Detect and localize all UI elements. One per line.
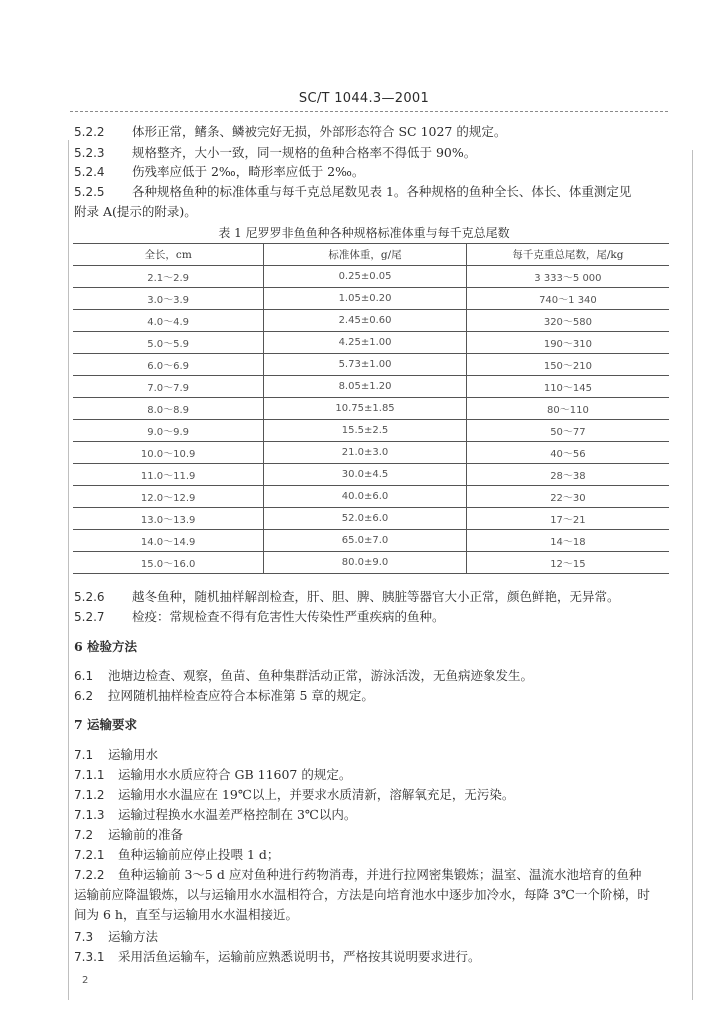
header-count-per-kg: 每千克重总尾数，尾/kg (466, 244, 669, 266)
cell-standard-weight: 8.05±1.20 (264, 376, 467, 398)
clause-7-2 (74, 826, 672, 844)
cell-total-length: 7.0～7.9 (73, 376, 264, 398)
table-row (73, 552, 669, 574)
clause-5-2-6 (74, 588, 672, 606)
clause-text: 池塘边检查、观察，鱼苗、鱼种集群活动正常，游泳活泼，无鱼病迹象发生。 (108, 668, 534, 683)
cell-count-per-kg: 150～210 (466, 354, 669, 376)
clause-text: 鱼种运输前应停止投喂 1 d； (118, 847, 280, 862)
clause-5-2-3 (74, 144, 672, 162)
header-total-length: 全长，cm (73, 244, 264, 266)
clause-7-2-1 (74, 846, 672, 864)
table-row (73, 332, 669, 354)
cell-count-per-kg: 50～77 (466, 420, 669, 442)
clause-number: 5.2.4 (74, 165, 105, 179)
cell-total-length: 5.0～5.9 (73, 332, 264, 354)
cell-total-length: 6.0～6.9 (73, 354, 264, 376)
clause-7-1-3 (74, 806, 672, 824)
clause-text: 附录 A(提示的附录)。 (74, 204, 197, 219)
cell-standard-weight: 10.75±1.85 (264, 398, 467, 420)
table-row (73, 354, 669, 376)
cell-total-length: 12.0～12.9 (73, 486, 264, 508)
clause-number: 5.2.2 (74, 125, 105, 139)
cell-standard-weight: 2.45±0.60 (264, 310, 467, 332)
clause-text: 运输用水 (108, 747, 159, 762)
cell-total-length: 13.0～13.9 (73, 508, 264, 530)
cell-count-per-kg: 12～15 (466, 552, 669, 574)
cell-count-per-kg: 14～18 (466, 530, 669, 552)
clause-5-2-5-continued (74, 203, 672, 221)
cell-total-length: 15.0～16.0 (73, 552, 264, 574)
clause-number: 5.2.6 (74, 590, 105, 604)
header-divider (70, 111, 668, 112)
table-row (73, 288, 669, 310)
cell-count-per-kg: 3 333～5 000 (466, 266, 669, 288)
page-header: SC/T 1044.3—2001 (298, 91, 430, 106)
clause-number: 7.2.1 (74, 848, 105, 862)
table-caption: 表 1 尼罗罗非鱼鱼种各种规格标准体重与每千克总尾数 (218, 226, 510, 240)
clause-number: 7.1.1 (74, 768, 105, 782)
scan-edge-left (68, 140, 69, 1000)
clause-number: 5.2.7 (74, 610, 105, 624)
clause-7-2-2-continued (74, 886, 672, 904)
table-row (73, 464, 669, 486)
section-7-heading: 7 运输要求 (74, 717, 138, 732)
table-header-row (73, 244, 669, 266)
table-row (73, 398, 669, 420)
section-6-heading: 6 检验方法 (74, 639, 138, 654)
cell-count-per-kg: 320～580 (466, 310, 669, 332)
clause-text: 拉网随机抽样检查应符合本标准第 5 章的规定。 (108, 688, 374, 703)
cell-standard-weight: 52.0±6.0 (264, 508, 467, 530)
scan-edge-right (692, 150, 693, 1000)
clause-text: 检疫：常规检查不得有危害性大传染性严重疾病的鱼种。 (132, 609, 445, 624)
clause-7-1-2 (74, 786, 672, 804)
table-row (73, 530, 669, 552)
clause-text: 伤残率应低于 2‰，畸形率应低于 2‰。 (132, 164, 365, 179)
clause-number: 5.2.3 (74, 146, 105, 160)
clause-text: 规格整齐，大小一致，同一规格的鱼种合格率不得低于 90%。 (132, 145, 477, 160)
cell-count-per-kg: 190～310 (466, 332, 669, 354)
clause-text: 采用活鱼运输车，运输前应熟悉说明书，严格按其说明要求进行。 (118, 949, 481, 964)
clause-7-3 (74, 928, 672, 946)
clause-text: 体形正常，鳍条、鳞被完好无损，外部形态符合 SC 1027 的规定。 (132, 124, 507, 139)
clause-number: 5.2.5 (74, 185, 105, 199)
cell-total-length: 11.0～11.9 (73, 464, 264, 486)
cell-standard-weight: 15.5±2.5 (264, 420, 467, 442)
cell-count-per-kg: 80～110 (466, 398, 669, 420)
table-row (73, 310, 669, 332)
header-standard-weight: 标准体重，g/尾 (264, 244, 467, 266)
clause-number: 7.2.2 (74, 868, 105, 882)
clause-number: 7.1.2 (74, 788, 105, 802)
clause-text: 运输用水水质应符合 GB 11607 的规定。 (118, 767, 352, 782)
clause-5-2-2 (74, 123, 672, 141)
cell-total-length: 4.0～4.9 (73, 310, 264, 332)
clause-6-1 (74, 667, 672, 685)
clause-text: 各种规格鱼种的标准体重与每千克总尾数见表 1。各种规格的鱼种全长、体长、体重测定见 (132, 184, 632, 199)
clause-number: 6.1 (74, 669, 94, 683)
clause-7-2-2-continued (74, 906, 672, 924)
clause-7-1 (74, 746, 672, 764)
clause-text: 运输前应降温锻炼，以与运输用水水温相符合，方法是向培育池水中逐步加冷水，每降 3℃一个阶梯，时 (74, 887, 650, 902)
clause-7-1-1 (74, 766, 672, 784)
clause-number: 7.3 (74, 930, 94, 944)
cell-standard-weight: 0.25±0.05 (264, 266, 467, 288)
cell-standard-weight: 30.0±4.5 (264, 464, 467, 486)
table-row (73, 420, 669, 442)
table-row (73, 266, 669, 288)
cell-count-per-kg: 28～38 (466, 464, 669, 486)
cell-standard-weight: 5.73±1.00 (264, 354, 467, 376)
cell-standard-weight: 1.05±0.20 (264, 288, 467, 310)
cell-total-length: 9.0～9.9 (73, 420, 264, 442)
cell-count-per-kg: 40～56 (466, 442, 669, 464)
clause-number: 6.2 (74, 689, 94, 703)
cell-standard-weight: 80.0±9.0 (264, 552, 467, 574)
table-row (73, 508, 669, 530)
cell-standard-weight: 21.0±3.0 (264, 442, 467, 464)
table-row (73, 376, 669, 398)
fingerling-spec-table (73, 243, 669, 574)
clause-text: 间为 6 h，直至与运输用水水温相接近。 (74, 907, 298, 922)
table-row (73, 486, 669, 508)
cell-total-length: 8.0～8.9 (73, 398, 264, 420)
cell-standard-weight: 65.0±7.0 (264, 530, 467, 552)
cell-count-per-kg: 22～30 (466, 486, 669, 508)
clause-text: 鱼种运输前 3～5 d 应对鱼种进行药物消毒，并进行拉网密集锻炼；温室、温流水池培育的鱼种 (118, 867, 642, 882)
clause-5-2-7 (74, 608, 672, 626)
clause-text: 越冬鱼种，随机抽样解剖检查，肝、胆、脾、胰脏等器官大小正常，颜色鲜艳，无异常。 (132, 589, 620, 604)
clause-text: 运输方法 (108, 929, 159, 944)
cell-count-per-kg: 110～145 (466, 376, 669, 398)
clause-7-2-2 (74, 866, 672, 884)
clause-number: 7.2 (74, 828, 94, 842)
page-number: 2 (82, 975, 89, 986)
cell-total-length: 10.0～10.9 (73, 442, 264, 464)
cell-total-length: 3.0～3.9 (73, 288, 264, 310)
clause-text: 运输过程换水水温差严格控制在 3℃以内。 (118, 807, 357, 822)
cell-count-per-kg: 740～1 340 (466, 288, 669, 310)
cell-standard-weight: 40.0±6.0 (264, 486, 467, 508)
cell-total-length: 2.1～2.9 (73, 266, 264, 288)
cell-standard-weight: 4.25±1.00 (264, 332, 467, 354)
cell-total-length: 14.0～14.9 (73, 530, 264, 552)
clause-6-2 (74, 687, 672, 705)
clause-number: 7.1.3 (74, 808, 105, 822)
clause-7-3-1 (74, 948, 672, 966)
clause-5-2-5 (74, 183, 672, 201)
cell-count-per-kg: 17～21 (466, 508, 669, 530)
clause-text: 运输用水水温应在 19℃以上，并要求水质清新，溶解氧充足，无污染。 (118, 787, 515, 802)
table-row (73, 442, 669, 464)
clause-number: 7.1 (74, 748, 94, 762)
clause-number: 7.3.1 (74, 950, 105, 964)
clause-5-2-4 (74, 163, 672, 181)
clause-text: 运输前的准备 (108, 827, 184, 842)
